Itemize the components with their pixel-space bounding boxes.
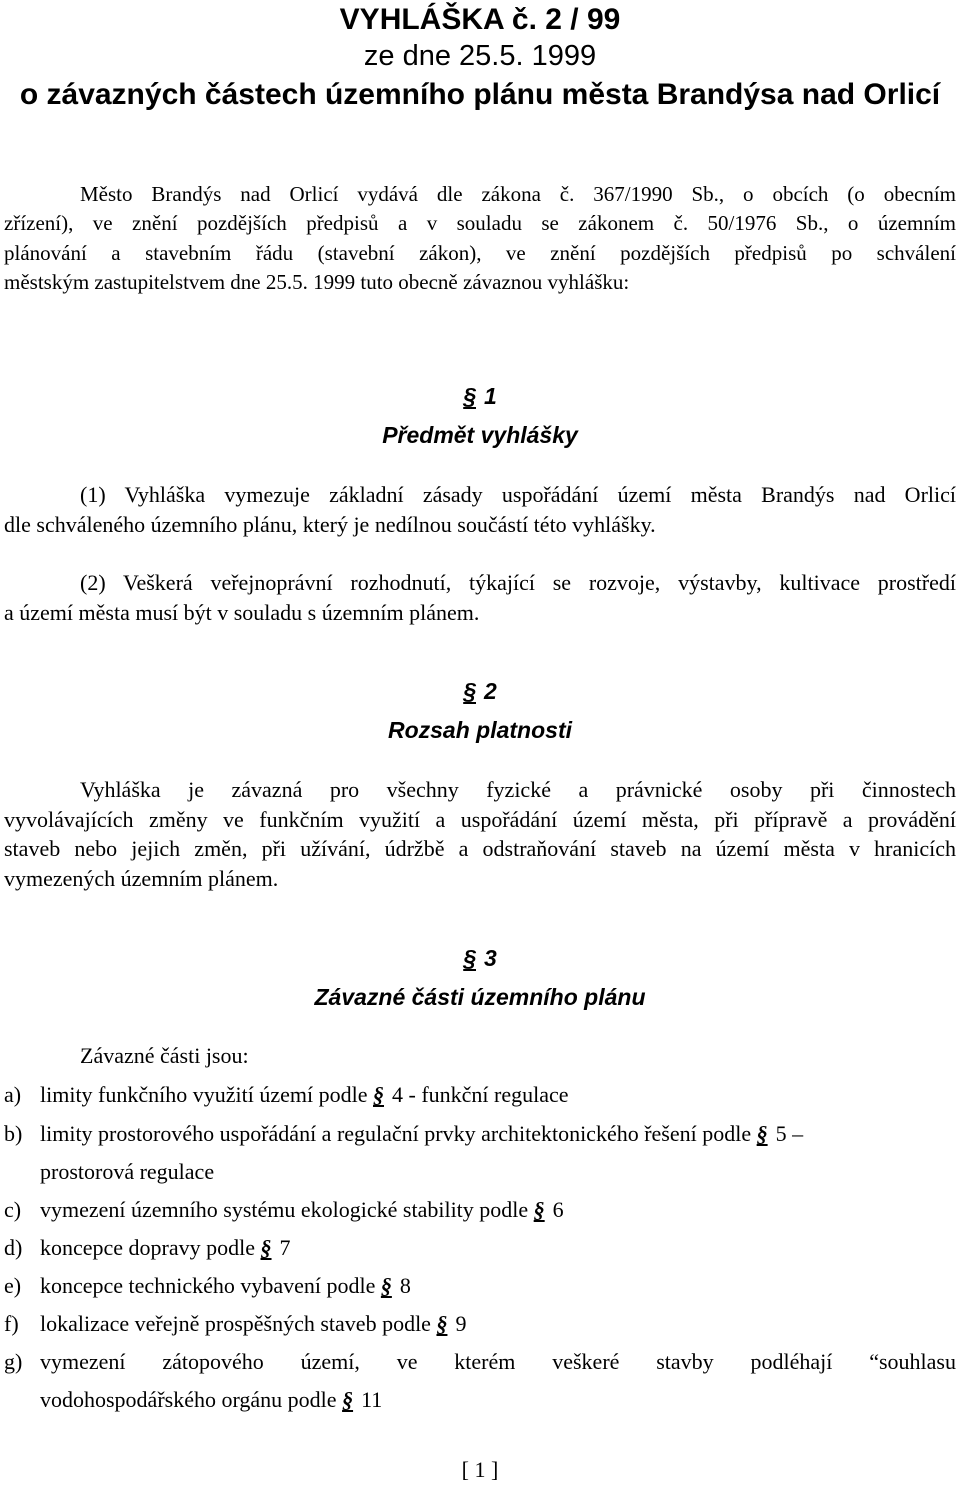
item-text: limity prostorového uspořádání a regulační prvky architektonického řešení podle § 5 – bbox=[40, 1121, 804, 1146]
item-text: lokalizace veřejně prospěšných staveb podle § 9 bbox=[40, 1311, 467, 1336]
section-3-lead: Závazné části jsou: bbox=[80, 1043, 249, 1068]
section-1-title: Předmět vyhlášky bbox=[382, 422, 578, 448]
intro-line: plánování a stavebním řádu (stavební zákon), ve znění pozdějších předpisů po schválení bbox=[4, 240, 956, 265]
item-text: vymezení zátopového území, ve kterém veškeré stavby podléhají “souhlasu bbox=[40, 1349, 956, 1374]
list-item bbox=[0, 1347, 960, 1417]
item-label: g) bbox=[4, 1349, 23, 1374]
item-label: a) bbox=[4, 1082, 22, 1107]
paragraph-line: vymezených územním plánem. bbox=[4, 865, 279, 891]
section-number: 3 bbox=[484, 945, 497, 971]
section-sign: § bbox=[756, 1121, 768, 1146]
intro-line: Město Brandýs nad Orlicí vydává dle zákona č. 367/1990 Sb., o obcích (o obecním bbox=[80, 182, 956, 206]
item-text-continued: vodohospodářského orgánu podle § 11 bbox=[40, 1387, 383, 1412]
doc-date: ze dne 25.5. 1999 bbox=[363, 40, 597, 72]
doc-title: VYHLÁŠKA č. 2 / 99 bbox=[339, 3, 621, 36]
item-text: limity funkčního využití území podle § 4 - funkční regulace bbox=[40, 1082, 569, 1107]
section-sign: § bbox=[533, 1197, 545, 1222]
section-sign: § bbox=[463, 945, 476, 971]
section-3-title: Závazné části územního plánu bbox=[314, 984, 646, 1010]
intro-line: zřízení), ve znění pozdějších předpisů a v souladu se zákonem č. 50/1976 Sb., o územním bbox=[4, 211, 956, 236]
paragraph-line: a území města musí být v souladu s územním plánem. bbox=[4, 599, 480, 625]
paragraph-line: Vyhláška je závazná pro všechny fyzické a právnické osoby při činnostech bbox=[80, 777, 956, 802]
section-number: 2 bbox=[484, 678, 497, 704]
doc-subject: o závazných částech územního plánu města Brandýsa nad Orlicí bbox=[19, 78, 941, 111]
item-label: c) bbox=[4, 1197, 22, 1222]
item-text: koncepce dopravy podle § 7 bbox=[40, 1235, 291, 1260]
list-item bbox=[0, 1233, 960, 1263]
item-label: e) bbox=[4, 1273, 22, 1298]
section-sign: § bbox=[463, 383, 476, 409]
page-number: [ 1 ] bbox=[461, 1457, 499, 1482]
paragraph-line: staveb nebo jejich změn, při užívání, údržbě a odstraňování staveb na území města v hranicích bbox=[4, 836, 956, 861]
intro-line: městským zastupitelstvem dne 25.5. 1999 tuto obecně závaznou vyhlášku: bbox=[4, 269, 630, 294]
paragraph-line: dle schváleného územního plánu, který je nedílnou součástí této vyhlášky. bbox=[4, 511, 656, 537]
list-item bbox=[0, 1195, 960, 1225]
item-text: vymezení územního systému ekologické stability podle § 6 bbox=[40, 1197, 564, 1222]
section-3-number bbox=[0, 945, 960, 972]
section-sign: § bbox=[342, 1387, 354, 1412]
item-text: koncepce technického vybavení podle § 8 bbox=[40, 1273, 411, 1298]
intro-paragraph bbox=[4, 180, 956, 297]
list-item bbox=[0, 1080, 960, 1110]
section-sign: § bbox=[436, 1311, 448, 1336]
section-sign: § bbox=[380, 1273, 392, 1298]
list-item bbox=[0, 1119, 960, 1189]
paragraph-line: vyvolávajících změny ve funkčním využití a uspořádání území města, při přípravě a provádění bbox=[4, 806, 956, 832]
paragraph-line: (1) Vyhláška vymezuje základní zásady uspořádání území města Brandýs nad Orlicí bbox=[80, 482, 956, 507]
section-1-paragraph-2 bbox=[4, 568, 956, 627]
item-label: f) bbox=[4, 1311, 19, 1336]
section-2-paragraph bbox=[4, 775, 956, 893]
section-sign: § bbox=[373, 1082, 384, 1107]
paragraph-line: (2) Veškerá veřejnoprávní rozhodnutí, týkající se rozvoje, výstavby, kultivace prostředí bbox=[80, 570, 956, 595]
section-1-number bbox=[0, 383, 960, 410]
section-sign: § bbox=[260, 1235, 272, 1260]
section-2-number bbox=[0, 678, 960, 705]
section-number: 1 bbox=[484, 383, 497, 409]
list-item bbox=[0, 1271, 960, 1301]
item-text-continued: prostorová regulace bbox=[40, 1159, 215, 1184]
section-2-title: Rozsah platnosti bbox=[387, 717, 572, 743]
section-1-paragraph-1 bbox=[4, 480, 956, 539]
section-sign: § bbox=[463, 678, 476, 704]
list-item bbox=[0, 1309, 960, 1339]
item-label: b) bbox=[4, 1121, 23, 1146]
item-label: d) bbox=[4, 1235, 23, 1260]
